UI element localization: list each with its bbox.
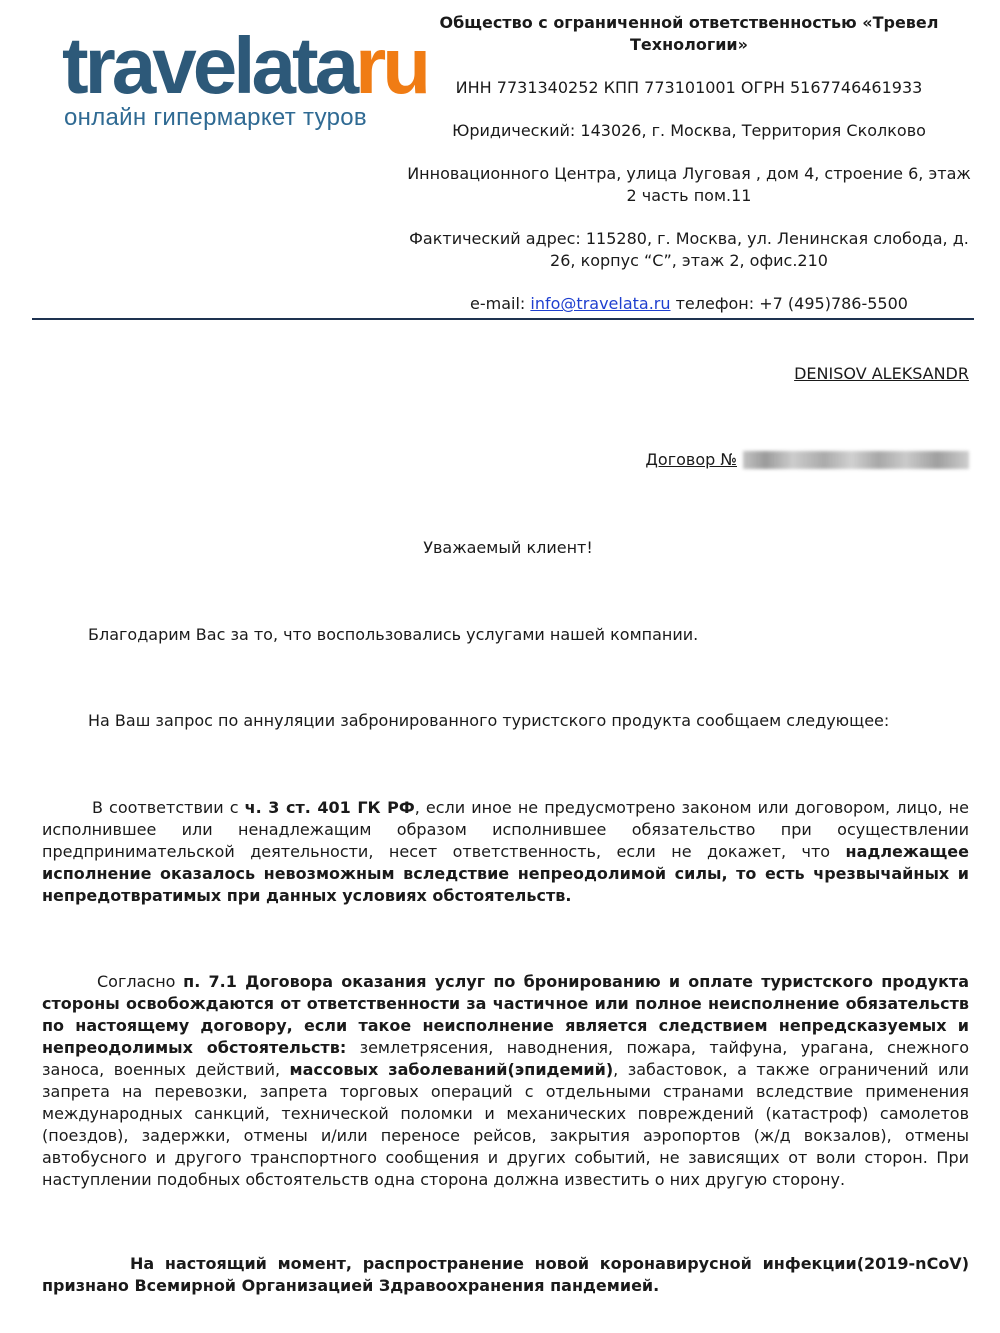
actual-address: Фактический адрес: 115280, г. Москва, ул. Ленинская слобода, д. 26, корпус “С”, этаж 2, офис.210: [409, 229, 969, 270]
greeting: Уважаемый клиент!: [423, 538, 593, 557]
company-ids: ИНН 7731340252 КПП 773101001 ОГРН 5167746461933: [455, 78, 923, 97]
legal-address-line-2: Инновационного Центра, улица Луговая , дом 4, строение 6, этаж 2 часть пом.11: [407, 164, 971, 205]
phone-text: телефон: +7 (495)786-5500: [670, 294, 908, 313]
p4-text-b: п. 7.1 Договора оказания услуг по бронированию и оплате туристского продукта стороны освобождаются от ответственности за частичное или полное неисполнение обязательств по настоящему договору, если такое неисполнение является следствием непредсказуемых и непреодолимых обстоятельств:: [42, 972, 970, 1057]
email-label: e-mail:: [470, 294, 531, 313]
logo-wordmark: [62, 21, 428, 110]
logo-word-accent: ru: [355, 21, 428, 110]
logo-word-main: travelata: [62, 21, 356, 110]
logo-tagline: онлайн гипермаркет туров: [64, 104, 367, 131]
p3-text-a: В соответствии с: [92, 798, 245, 817]
p3-text-b: ч. 3 ст. 401 ГК РФ: [244, 798, 415, 817]
paragraph-request: На Ваш запрос по аннуляции забронированного туристского продукта сообщаем следующее:: [88, 711, 890, 730]
company-header: [404, 12, 974, 336]
paragraph-civil-code: [42, 797, 969, 907]
header-divider: [32, 318, 974, 320]
p4-text-c: землетрясения, наводнения, пожара, тайфуна, урагана, снежного заноса, военных действий,: [42, 1038, 970, 1079]
p3-text-c: , если иное не предусмотрено законом или договором, лицо, не исполнившее или ненадлежащим образом исполнившее обязательство при осуществлении предпринимательской деятельности, несет ответственность, если не докажет, что: [42, 798, 969, 861]
paragraph-contract-clause: [42, 971, 969, 1191]
contract-label: Договор №: [645, 450, 737, 469]
contacts-line: [404, 293, 974, 315]
paragraph-thanks: Благодарим Вас за то, что воспользовались услугами нашей компании.: [88, 625, 699, 644]
p4-text-e: , забастовок, а также ограничений или запрета на перевозки, запрета торговых операций с отдельными странами вследствие применения международных санкций, технической поломки и механических повреждений (катастроф) самолетов (поездов), задержки, отмены и/или переносе рейсов, закрытия аэропортов (ж/д вокзалов), отмены автобусного и другого транспортного сообщения и других событий, не зависящих от воли сторон. При наступлении подобных обстоятельств одна сторона должна известить о них другую сторону.: [42, 1060, 969, 1189]
recipient-name: DENISOV ALEKSANDR: [794, 364, 969, 383]
company-name: Общество с ограниченной ответственностью «Тревел Технологии»: [439, 13, 939, 54]
email-link[interactable]: info@travelata.ru: [530, 294, 671, 313]
redacted-contract-number: [743, 451, 969, 469]
p4-text-a: Согласно: [97, 972, 184, 991]
p4-text-d: массовых заболеваний(эпидемий): [289, 1060, 614, 1079]
p5-text: На настоящий момент, распространение новой коронавирусной инфекции(2019-nCoV) признано Всемирной Организацией Здравоохранения пандемией.: [42, 1254, 969, 1295]
p3-text-d: надлежащее исполнение оказалось невозможным вследствие непреодолимой силы, то есть чрезвычайных и непредотвратимых при данных условиях обстоятельств.: [42, 842, 969, 905]
contract-reference: [645, 450, 969, 469]
legal-address-line-1: Юридический: 143026, г. Москва, Территория Сколково: [452, 121, 926, 140]
paragraph-pandemic: [42, 1253, 969, 1297]
company-logo: [42, 18, 428, 148]
